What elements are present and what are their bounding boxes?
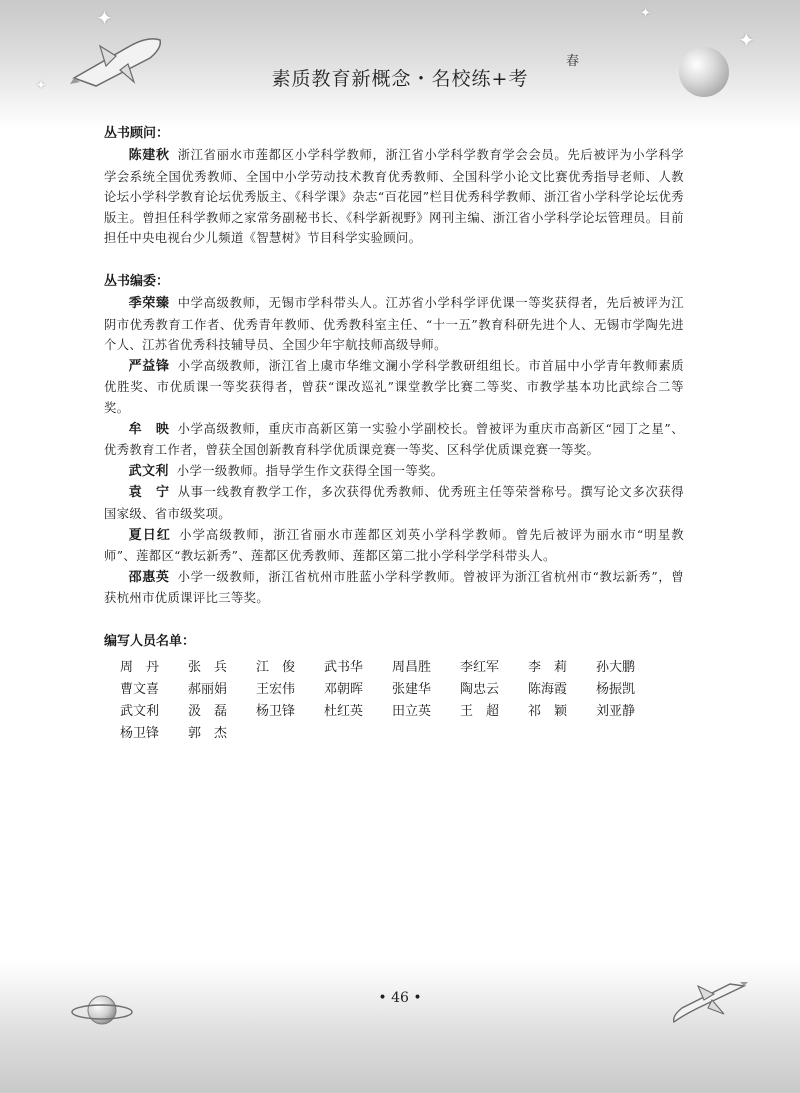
writer-name: 邓朝晖 — [324, 681, 364, 697]
writer-name: 郝丽娟 — [188, 681, 228, 697]
writer-name: 孙大鹏 — [596, 659, 636, 675]
season-label: 春 — [566, 54, 580, 69]
writer-name: 汲 磊 — [188, 703, 228, 719]
writer-name: 杨卫锋 — [256, 703, 296, 719]
writer-name: 李红军 — [460, 659, 500, 675]
editor-bio: 小学高级教师，浙江省上虞市华维文澜小学科学教研组组长。市首届中小学青年教师素质优胜奖、市优质课一等奖获得者，曾获“课改巡礼”课堂教学比赛二等奖、市教学基本功比武综合二等奖。 — [104, 358, 685, 415]
writer-name: 杨振凯 — [596, 681, 636, 697]
writer-name: 江 俊 — [256, 659, 296, 675]
advisor-entry — [104, 145, 684, 249]
sparkle-icon: ✦ — [640, 6, 651, 21]
editor-bio: 从事一线教育教学工作，多次获得优秀教师、优秀班主任等荣誉称号。撰写论文多次获得国家级、省市级奖项。 — [104, 485, 685, 521]
writer-name: 张建华 — [392, 681, 432, 697]
editor-name: 武文利 — [128, 463, 169, 479]
writers-row — [120, 699, 684, 721]
editor-entry — [104, 419, 684, 461]
editor-bio: 小学高级教师，浙江省丽水市莲都区刘英小学科学教师。曾先后被评为丽水市“明星教师”、莲都区“教坛新秀”、莲都区优秀教师、莲都区第二批小学科学学科带头人。 — [104, 527, 684, 564]
advisor-bio: 浙江省丽水市莲都区小学科学教师，浙江省小学科学教育学会会员。先后被评为小学科学学会系统全国优秀教师、全国中小学劳动技术教育优秀教师、全国科学小论文比赛优秀指导老师、人教论坛小学科学教育论坛优秀版主、《科学课》杂志“百花园”栏目优秀科学教师、浙江省小学科学论坛优秀版主。曾担任科学教师之家常务副秘书长、《科学新视野》网刊主编、浙江省小学科学论坛管理员。目前担任中央电视台少儿频道《智慧树》节目科学实验顾问。 — [104, 148, 685, 246]
writer-name: 杜红英 — [324, 703, 364, 719]
page-content — [104, 123, 684, 743]
writers-row — [120, 677, 684, 699]
editor-bio: 小学一级教师。指导学生作文获得全国一等奖。 — [176, 463, 444, 478]
writer-name: 周 丹 — [120, 659, 160, 675]
writers-row — [120, 721, 684, 743]
sparkle-icon: ✦ — [36, 78, 47, 92]
editor-entry — [104, 525, 684, 567]
editor-bio: 中学高级教师，无锡市学科带头人。江苏省小学科学评优课一等奖获得者，先后被评为江阴市优秀教育工作者、优秀青年教师、优秀教科室主任、“十一五”教育科研先进个人、无锡市学陶先进个人、江苏省优秀科技辅导员、全国少年宇航技师高级导师。 — [104, 295, 685, 353]
writer-name: 王 超 — [460, 703, 500, 719]
editor-name: 季荣臻 — [128, 295, 170, 311]
editor-name: 牟 映 — [128, 421, 170, 437]
writer-name: 周昌胜 — [392, 659, 432, 675]
editor-entry — [104, 356, 684, 419]
advisor-name: 陈建秋 — [128, 148, 170, 163]
editor-entry — [104, 293, 684, 356]
sparkle-icon: ✦ — [738, 28, 755, 52]
writer-name: 郭 杰 — [188, 725, 228, 741]
writer-name: 张 兵 — [188, 659, 228, 675]
editor-name: 严益锋 — [128, 358, 170, 374]
writer-name: 李 莉 — [528, 659, 568, 675]
editor-name: 袁 宁 — [128, 485, 170, 501]
editor-bio: 小学高级教师，重庆市高新区第一实验小学副校长。曾被评为重庆市高新区“园丁之星”、优秀教育工作者，曾获全国创新教育科学优质课竞赛一等奖、区科学优质课竞赛一等奖。 — [104, 421, 684, 458]
writer-name: 祁 颖 — [528, 703, 568, 719]
page-number: • 46 • — [378, 990, 422, 1006]
writer-name: 杨卫锋 — [120, 725, 160, 741]
editor-name: 邵惠英 — [128, 569, 170, 585]
writers-section-title: 编写人员名单： — [104, 633, 196, 649]
editor-bio: 小学一级教师，浙江省杭州市胜蓝小学科学教师。曾被评为浙江省杭州市“教坛新秀”，曾获杭州市优质课评比三等奖。 — [104, 569, 684, 606]
writer-name: 王宏伟 — [256, 681, 296, 697]
writer-name: 武书华 — [324, 659, 364, 675]
writers-row — [120, 655, 684, 677]
writer-name: 曹文喜 — [120, 681, 160, 697]
editors-section-title: 丛书编委： — [104, 273, 170, 289]
writer-name: 陶忠云 — [460, 681, 500, 697]
advisor-section-title: 丛书顾问： — [104, 126, 170, 141]
writer-name: 陈海霞 — [528, 681, 568, 697]
writers-list — [120, 655, 684, 743]
editor-entry — [104, 461, 684, 483]
book-title: 素质教育新概念・名校练+考 — [271, 68, 529, 90]
writer-name: 刘亚静 — [596, 703, 636, 719]
editor-name: 夏日红 — [128, 527, 172, 543]
writer-name: 田立英 — [392, 703, 432, 719]
sparkle-icon: ✦ — [96, 6, 113, 30]
writer-name: 武文利 — [120, 703, 160, 719]
editor-entry — [104, 482, 684, 524]
editor-entry — [104, 567, 684, 609]
